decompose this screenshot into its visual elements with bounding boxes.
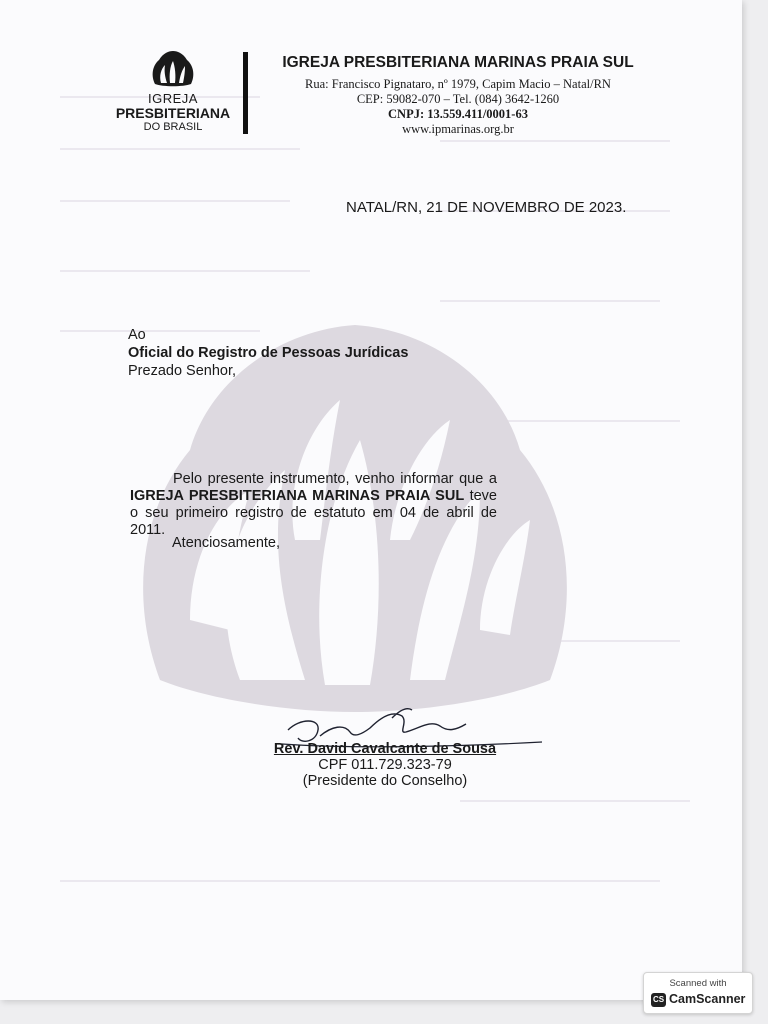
address-line: Rua: Francisco Pignataro, nº 1979, Capim Macio – Natal/RN [305,77,611,91]
signature-block [250,741,520,789]
bleed-through-line [60,200,290,202]
recipient-office: Oficial do Registro de Pessoas Jurídicas [128,345,409,361]
closing: Atenciosamente, [172,535,281,551]
website-line: www.ipmarinas.org.br [402,122,514,136]
recipient-block [128,326,408,380]
logo-line-presbiteriana: PRESBITERIANA [115,105,231,121]
cnpj-line: CNPJ: 13.559.411/0001-63 [388,107,528,121]
body-intro: Pelo presente instrumento, venho informar que a [173,471,497,487]
letterhead-divider [243,52,248,134]
bleed-through-line [440,140,670,142]
signer-cpf: CPF 011.729.323-79 [318,757,452,773]
church-name: IGREJA PRESBITERIANA MARINAS PRAIA SUL [282,54,634,71]
letterhead [258,54,658,137]
body-rest: teve o seu primeiro registro de estatuto em 04 de abril de 2011. [130,488,497,538]
recipient-line-ao: Ao [128,327,146,343]
bleed-through-line [60,270,310,272]
bleed-through-line [60,880,660,882]
letter-body [130,471,497,539]
salutation: Prezado Senhor, [128,363,237,379]
logo-line-igreja: IGREJA [148,91,198,106]
bleed-through-line [60,148,300,150]
church-logo [108,50,238,134]
camscanner-badge [643,972,753,1014]
signer-name: Rev. David Cavalcante de Sousa [273,741,497,757]
cep-tel-line: CEP: 59082-070 – Tel. (084) 3642-1260 [356,92,560,106]
logo-line-do-brasil: DO BRASIL [143,121,203,133]
burning-bush-icon [149,50,197,88]
scanned-with-caption: Scanned with [669,978,727,989]
bleed-through-line [460,800,690,802]
body-church-name: IGREJA PRESBITERIANA MARINAS PRAIA SUL [130,488,465,504]
camscanner-brand: CamScanner [669,992,746,1006]
dateline: NATAL/RN, 21 DE NOVEMBRO DE 2023. [346,199,627,216]
signer-title: (Presidente do Conselho) [302,773,468,789]
camscanner-logo-icon: CS [651,993,666,1007]
